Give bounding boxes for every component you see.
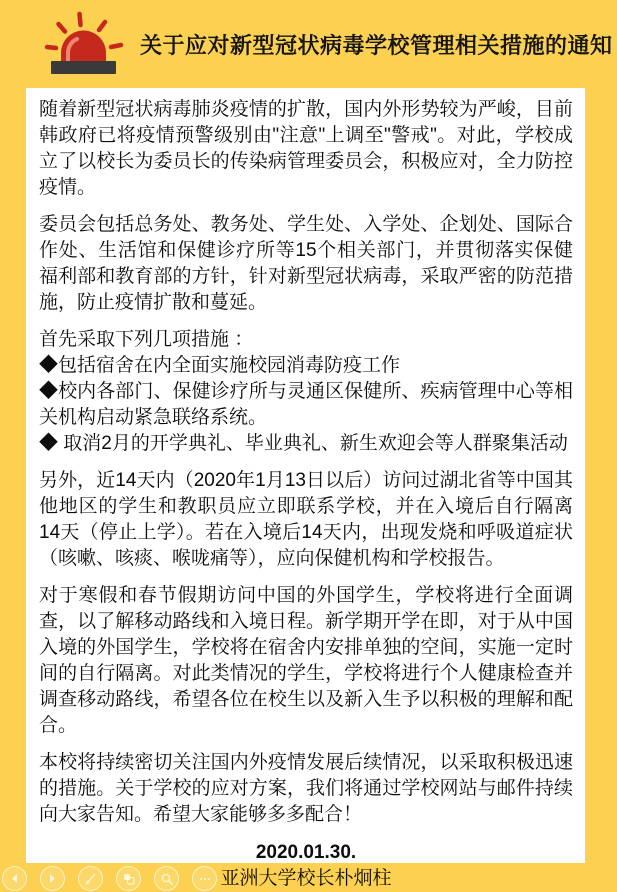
measures-list (39, 327, 573, 457)
measure-item: ◆包括宿舍在内全面实施校园消毒防疫工作 (39, 355, 401, 376)
previous-slide-button[interactable] (2, 866, 27, 891)
more-options-button[interactable] (192, 866, 217, 891)
ellipsis-icon (198, 872, 212, 886)
slides-icon (122, 872, 136, 886)
notice-signature: 亚洲大学校长朴炯柱 (220, 868, 392, 889)
next-slide-button[interactable] (40, 866, 65, 891)
zoom-button[interactable] (154, 866, 179, 891)
pen-annotate-button[interactable] (78, 866, 103, 891)
measure-item: ◆校内各部门、保健诊疗所与灵通区保健所、疾病管理中心等相关机构启动紧急联络系统。 (39, 381, 573, 428)
siren-icon (44, 11, 124, 77)
notice-paragraph: 本校将持续密切关注国内外疫情发展后续情况，以采取积极迅速的措施。关于学校的应对方案，我们将通过学校网站与邮件持续向大家告知。希望大家能够多多配合！ (39, 752, 573, 825)
notice-paragraph: 随着新型冠状病毒肺炎疫情的扩散，国内外形势较为严峻，目前韩政府已将疫情预警级别由"注意"上调至"警戒"。对此，学校成立了以校长为委员长的传染病管理委员会，积极应对，全力防控疫情。 (39, 99, 573, 198)
magnifier-icon (160, 872, 174, 886)
pen-icon (84, 872, 98, 886)
notice-body (26, 88, 585, 889)
notice-date: 2020.01.30. (255, 842, 357, 863)
notice-header (0, 0, 617, 88)
all-slides-button[interactable] (116, 866, 141, 891)
play-icon (46, 872, 59, 885)
chevron-left-icon (8, 872, 21, 885)
presentation-toolbar (2, 866, 217, 891)
measures-intro: 首先采取下列几项措施 ： (39, 329, 254, 350)
notice-paragraph: 委员会包括总务处、教务处、学生处、入学处、企划处、国际合作处、生活馆和保健诊疗所等15个相关部门，并贯彻落实保健福利部和教育部的方针，针对新型冠状病毒，采取严密的防范措施，防止疫情扩散和蔓延。 (39, 214, 573, 313)
notice-title: 关于应对新型冠状病毒学校管理相关措施的通知 (140, 32, 613, 58)
notice-paragraph: 对于寒假和春节假期访问中国的外国学生，学校将进行全面调查，以了解移动路线和入境日程。新学期开学在即，对于从中国入境的外国学生，学校将在宿舍内安排单独的空间，实施一定时间的自行隔离。对此类情况的学生，学校将进行个人健康检查并调查移动路线，希望各位在校生以及新入生予以积极的理解和配合。 (39, 585, 573, 736)
notice-paragraph: 另外，近14天内（2020年1月13日以后）访问过湖北省等中国其他地区的学生和教职员应立即联系学校，并在入境后自行隔离14天（停止上学）。若在入境后14天内，出现发烧和呼吸道症状（咳嗽、咳痰、喉咙痛等），应向保健机构和学校报告。 (39, 470, 573, 569)
measure-item: ◆ 取消2月的开学典礼、毕业典礼、新生欢迎会等人群聚集活动 (39, 433, 568, 454)
